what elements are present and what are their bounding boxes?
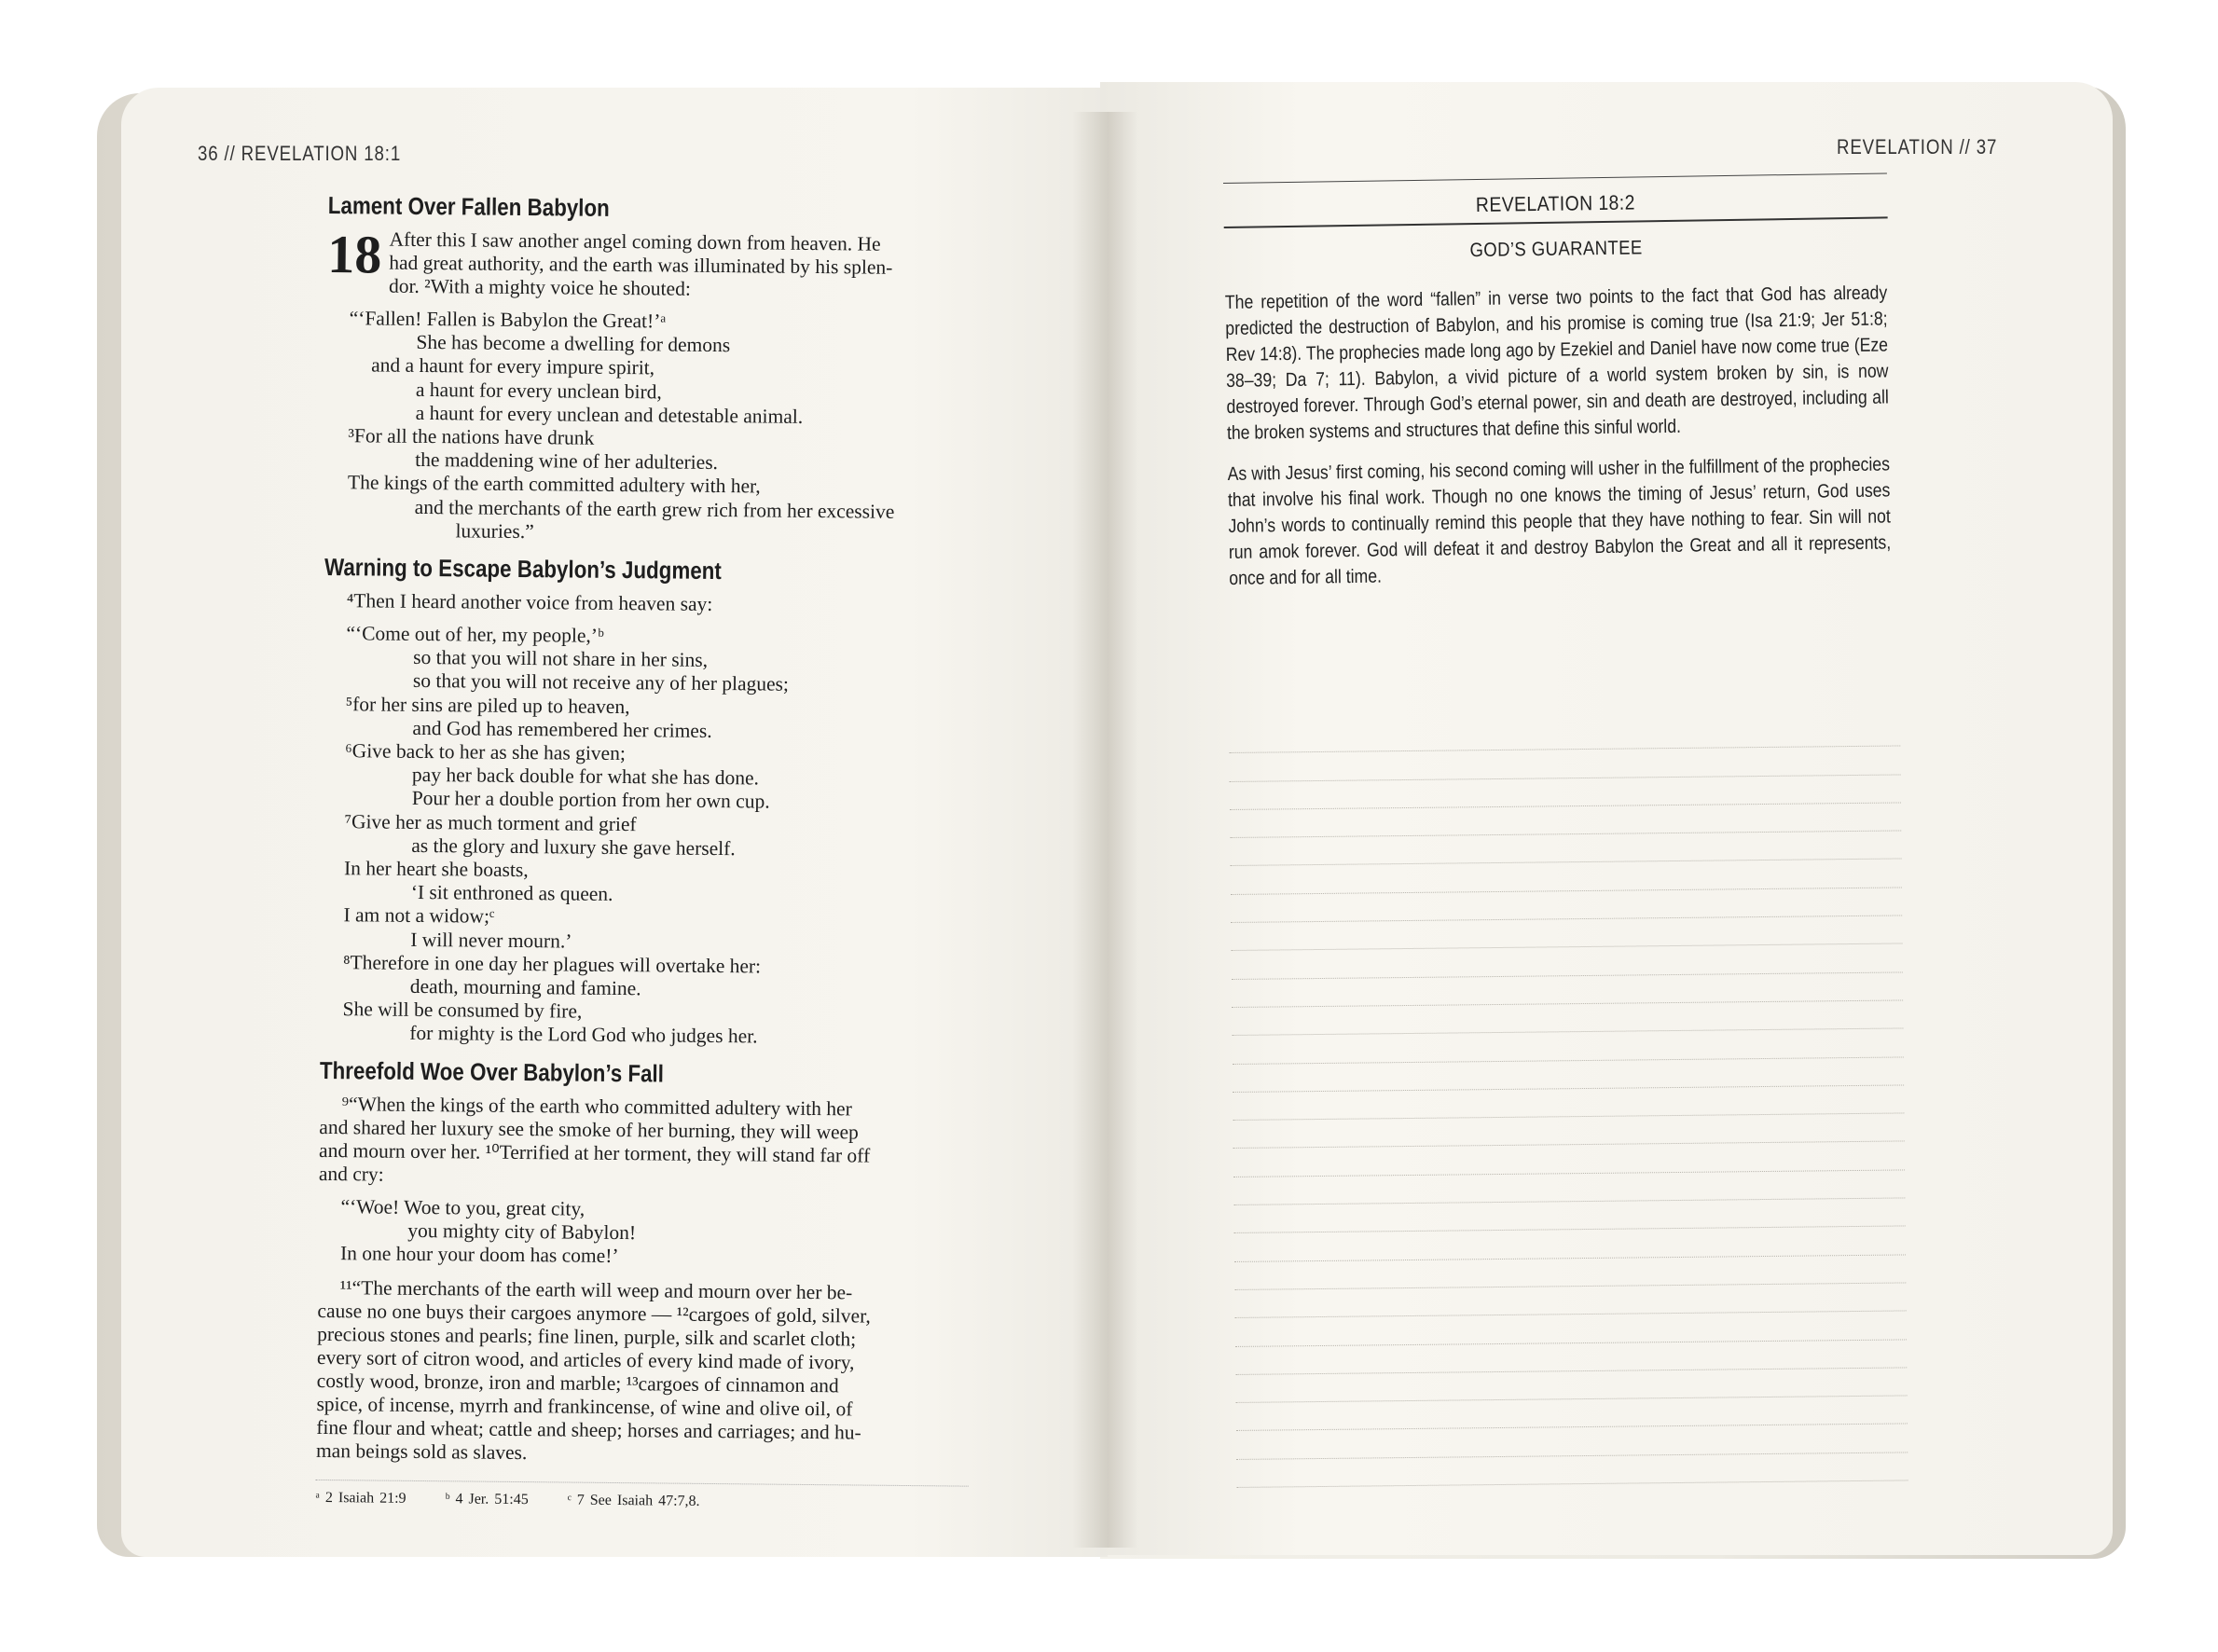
right-running-header: REVELATION // 37	[1837, 135, 1998, 158]
section-heading-woe: Threefold Woe Over Babylon’s Fall	[319, 1055, 665, 1088]
section-heading-lament: Lament Over Fallen Babylon	[327, 191, 610, 222]
verse-line: every sort of citron wood, and articles of every kind made of ivory,	[316, 1346, 855, 1374]
poem-line: She will be consumed by fire,	[342, 998, 583, 1023]
book-gutter	[1072, 112, 1137, 1548]
verse-line: ¹¹“The merchants of the earth will weep and mourn over her be-	[339, 1276, 853, 1304]
footnote-b: ᵇ 4 Jer. 51:45	[445, 1491, 529, 1508]
woe-paragraph-1	[319, 1093, 972, 1192]
poem-line: death, mourning and famine.	[409, 974, 641, 1000]
section-heading-warning: Warning to Escape Babylon’s Judgment	[324, 553, 722, 585]
poem-line: In one hour your doom has come!’	[339, 1242, 619, 1268]
poem-line: “‘Fallen! Fallen is Babylon the Great!’ᵃ	[349, 307, 667, 333]
devotional-paragraph-2: As with Jesus’ first coming, his second coming will usher in the fulfillment of the prophecies that involve his final work. Though no one knows the timing of Jesus’ return, God uses John’s words to continually remind this people that they have nothing to fear. Sin will not run amok forever. God will defeat it and destroy Babylon the Great and all it represents, once and for all time.	[1227, 453, 1892, 589]
verse-line: and shared her luxury see the smoke of her burning, they will weep	[319, 1115, 860, 1144]
poem-line: so that you will not receive any of her plagues;	[412, 669, 790, 696]
verse-line: spice, of incense, myrrh and frankincense, of wine and olive oil, of	[316, 1393, 853, 1421]
verse-line: fine flour and wheat; cattle and sheep; horses and carriages; and hu-	[316, 1416, 861, 1444]
poem-line: I will never mourn.’	[410, 928, 572, 953]
left-running-header: 36 // REVELATION 18:1	[198, 142, 402, 165]
poem-line: “‘Come out of her, my people,’ᵇ	[346, 622, 604, 647]
poem-line: ⁵for her sins are piled up to heaven,	[345, 692, 630, 718]
scripture-column	[315, 191, 981, 1513]
poem-line: ‘I sit enthroned as queen.	[410, 881, 613, 906]
poem-line: The kings of the earth committed adultery with her,	[347, 471, 761, 498]
poem-line: and a haunt for every impure spirit,	[371, 353, 655, 379]
footnote-c: ᶜ 7 See Isaiah 47:7,8.	[567, 1492, 700, 1510]
devotional-column	[1223, 172, 1894, 607]
poem-line: ⁶Give back to her as she has given;	[345, 739, 626, 765]
woe-paragraph-2	[316, 1276, 971, 1469]
verse-line: and mourn over her. ¹⁰Terrified at her torment, they will stand far off	[319, 1138, 871, 1167]
poem-line: ⁷Give her as much torment and grief	[344, 809, 637, 835]
poem-line: In her heart she boasts,	[343, 857, 529, 882]
poem-line: the maddening wine of her adulteries.	[415, 448, 719, 475]
journal-line[interactable]	[1236, 1452, 1908, 1488]
verse-line: costly wood, bronze, iron and marble; ¹³cargoes of cinnamon and	[316, 1370, 839, 1397]
devotional-title: GOD’S GUARANTEE	[1469, 237, 1643, 262]
poem-line: “‘Woe! Woe to you, great city,	[340, 1194, 585, 1220]
verse-line: precious stones and pearls; fine linen, purple, silk and scarlet cloth;	[317, 1323, 857, 1351]
verse-line: and cry:	[318, 1162, 384, 1186]
poetry-block-lament	[324, 307, 979, 548]
poem-line: you mighty city of Babylon!	[407, 1218, 637, 1245]
footnote-divider	[316, 1480, 969, 1487]
poem-line: luxuries.”	[455, 519, 534, 543]
poetry-block-woe	[318, 1195, 971, 1272]
poem-line: pay her back double for what she has done.	[411, 764, 760, 790]
scripture-reference: REVELATION 18:2	[1475, 190, 1635, 216]
footnote-a: ᵃ 2 Isaiah 21:9	[315, 1490, 406, 1507]
verse-line: had great authority, and the earth was illuminated by his splen-	[389, 251, 893, 279]
poem-line: as the glory and luxury she gave herself.	[411, 833, 736, 860]
verse-line: dor. ²With a mighty voice he shouted:	[388, 274, 691, 300]
poem-line: for mighty is the Lord God who judges her.	[409, 1022, 758, 1048]
devotional-paragraph-1: The repetition of the word “fallen” in verse two points to the fact that God has already predicted the destruction of Babylon, and his promise is coming true (Isa 21:9; Jer 51:8; Rev 14:8). The prophecies made long ago by Ezekiel and Daniel have now come true (Eze 38–39; Da 7; 11). Babylon, a vivid picture of a world system broken by sin, is now destroyed forever. Through God’s eternal power, sin and death are destroyed, including all the broken systems and structures that define this sinful world.	[1224, 282, 1890, 444]
poem-line: ⁸Therefore in one day her plagues will overtake her:	[342, 951, 762, 978]
poem-line: I am not a widow;ᶜ	[343, 903, 495, 929]
chapter-opening	[327, 223, 981, 304]
poem-line: Pour her a double portion from her own cup.	[411, 787, 770, 814]
poem-line: so that you will not share in her sins,	[413, 646, 709, 672]
poem-line: ³For all the nations have drunk	[348, 424, 595, 449]
poem-line: a haunt for every unclean and detestable animal.	[415, 401, 804, 428]
verse-line: ⁹“When the kings of the earth who committed adultery with her	[341, 1092, 852, 1121]
poem-line: a haunt for every unclean bird,	[415, 378, 662, 404]
poem-line: and God has remembered her crimes.	[412, 716, 712, 742]
poetry-block-warning	[320, 622, 976, 1051]
poem-line: She has become a dwelling for demons	[416, 331, 731, 357]
verse-line: man beings sold as slaves.	[315, 1439, 528, 1465]
chapter-number: 18	[327, 223, 382, 285]
verse-line: cause no one buys their cargoes anymore — ¹²cargoes of gold, silver,	[317, 1300, 871, 1328]
poem-line: and the merchants of the earth grew rich from her excessive	[414, 495, 895, 523]
verse-line: ⁴Then I heard another voice from heaven say:	[346, 589, 713, 616]
verse-line: After this I saw another angel coming down from heaven. He	[389, 227, 881, 255]
journal-lines[interactable]	[1229, 718, 1908, 1489]
